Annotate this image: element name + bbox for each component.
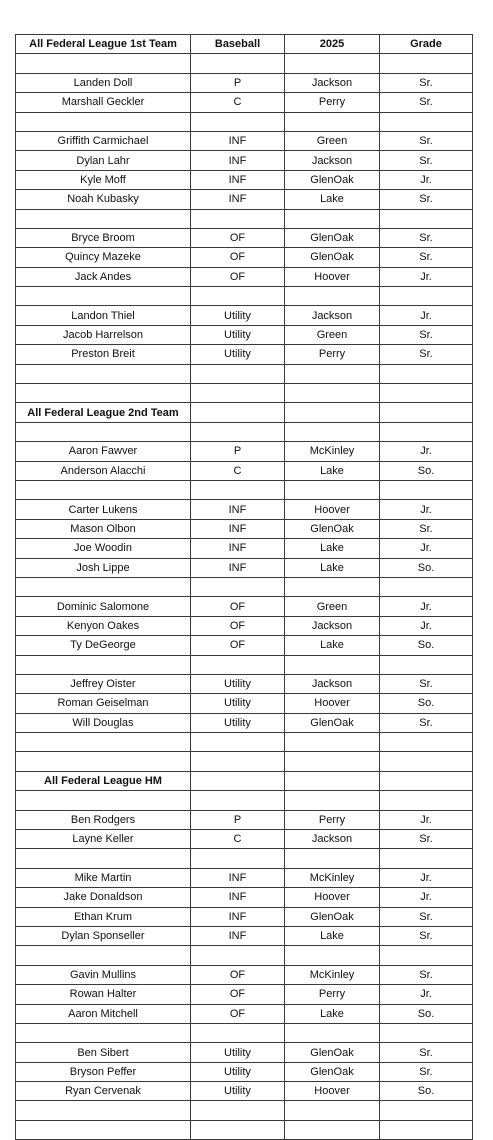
column-header-team: All Federal League 1st Team — [16, 35, 191, 54]
school-cell: McKinley — [285, 965, 380, 984]
grade-cell — [380, 1120, 473, 1139]
table-row — [16, 1043, 473, 1062]
player-name-cell — [16, 384, 191, 403]
position-cell — [191, 1101, 285, 1120]
school-cell: Perry — [285, 810, 380, 829]
player-name-cell: Jacob Harrelson — [16, 325, 191, 344]
school-cell: Green — [285, 597, 380, 616]
player-name-cell: Jake Donaldson — [16, 888, 191, 907]
table-row — [16, 868, 473, 887]
school-cell: Jackson — [285, 151, 380, 170]
player-name-cell: Kyle Moff — [16, 170, 191, 189]
table-row — [16, 500, 473, 519]
table-row — [16, 791, 473, 810]
player-name-cell: Will Douglas — [16, 713, 191, 732]
grade-cell: Sr. — [380, 248, 473, 267]
grade-cell: Jr. — [380, 616, 473, 635]
school-cell: Hoover — [285, 1082, 380, 1101]
grade-cell — [380, 422, 473, 441]
grade-cell: Sr. — [380, 1062, 473, 1081]
school-cell: Jackson — [285, 73, 380, 92]
player-name-cell — [16, 1101, 191, 1120]
school-cell: GlenOak — [285, 248, 380, 267]
table-row — [16, 888, 473, 907]
table-row — [16, 364, 473, 383]
player-name-cell: Aaron Mitchell — [16, 1004, 191, 1023]
position-cell: Utility — [191, 325, 285, 344]
table-row — [16, 461, 473, 480]
grade-cell — [380, 112, 473, 131]
position-cell — [191, 422, 285, 441]
table-row — [16, 636, 473, 655]
player-name-cell: Bryce Broom — [16, 228, 191, 247]
player-name-cell — [16, 577, 191, 596]
table-row — [16, 267, 473, 286]
school-cell: GlenOak — [285, 1062, 380, 1081]
grade-cell: Sr. — [380, 131, 473, 150]
table-row — [16, 810, 473, 829]
school-cell: Hoover — [285, 500, 380, 519]
position-cell: INF — [191, 539, 285, 558]
table-row — [16, 1101, 473, 1120]
position-cell: Utility — [191, 694, 285, 713]
position-cell — [191, 1023, 285, 1042]
grade-cell — [380, 577, 473, 596]
school-cell: McKinley — [285, 442, 380, 461]
position-cell: INF — [191, 888, 285, 907]
position-cell: INF — [191, 519, 285, 538]
table-row — [16, 849, 473, 868]
position-cell: Utility — [191, 713, 285, 732]
table-row — [16, 1023, 473, 1042]
school-cell: Perry — [285, 93, 380, 112]
table-row — [16, 345, 473, 364]
player-name-cell: Marshall Geckler — [16, 93, 191, 112]
table-row — [16, 1004, 473, 1023]
position-cell: C — [191, 93, 285, 112]
player-name-cell: Landen Doll — [16, 73, 191, 92]
position-cell: OF — [191, 267, 285, 286]
table-row — [16, 1062, 473, 1081]
table-row — [16, 519, 473, 538]
section-heading: All Federal League 2nd Team — [16, 403, 191, 422]
grade-cell: Sr. — [380, 190, 473, 209]
school-cell: Jackson — [285, 306, 380, 325]
position-cell: INF — [191, 926, 285, 945]
school-cell: GlenOak — [285, 519, 380, 538]
school-cell — [285, 733, 380, 752]
grade-cell: Sr. — [380, 325, 473, 344]
position-cell — [191, 655, 285, 674]
player-name-cell — [16, 112, 191, 131]
position-cell: INF — [191, 500, 285, 519]
school-cell: GlenOak — [285, 228, 380, 247]
grade-cell: Jr. — [380, 442, 473, 461]
grade-cell: Sr. — [380, 674, 473, 693]
position-cell — [191, 1120, 285, 1139]
position-cell — [191, 384, 285, 403]
school-cell — [285, 403, 380, 422]
grade-cell — [380, 287, 473, 306]
school-cell — [285, 752, 380, 771]
position-cell — [191, 209, 285, 228]
grade-cell: So. — [380, 1004, 473, 1023]
position-cell: INF — [191, 558, 285, 577]
school-cell: GlenOak — [285, 713, 380, 732]
position-cell: OF — [191, 616, 285, 635]
player-name-cell — [16, 655, 191, 674]
table-row — [16, 287, 473, 306]
school-cell: GlenOak — [285, 1043, 380, 1062]
school-cell — [285, 422, 380, 441]
player-name-cell: Mike Martin — [16, 868, 191, 887]
position-cell — [191, 480, 285, 499]
grade-cell — [380, 752, 473, 771]
school-cell: Lake — [285, 1004, 380, 1023]
player-name-cell — [16, 946, 191, 965]
position-cell — [191, 54, 285, 73]
grade-cell: Jr. — [380, 267, 473, 286]
player-name-cell: Layne Keller — [16, 830, 191, 849]
grade-cell: Jr. — [380, 539, 473, 558]
position-cell: C — [191, 830, 285, 849]
grade-cell: Sr. — [380, 926, 473, 945]
table-row — [16, 926, 473, 945]
table-row — [16, 655, 473, 674]
school-cell: Lake — [285, 558, 380, 577]
table-row — [16, 674, 473, 693]
school-cell — [285, 112, 380, 131]
table-row — [16, 422, 473, 441]
school-cell: Lake — [285, 539, 380, 558]
player-name-cell: Ty DeGeorge — [16, 636, 191, 655]
player-name-cell — [16, 422, 191, 441]
table-row — [16, 384, 473, 403]
position-cell — [191, 771, 285, 790]
grade-cell: So. — [380, 461, 473, 480]
position-cell — [191, 752, 285, 771]
player-name-cell: Noah Kubasky — [16, 190, 191, 209]
table-row — [16, 248, 473, 267]
table-row — [16, 616, 473, 635]
grade-cell — [380, 733, 473, 752]
school-cell — [285, 384, 380, 403]
player-name-cell: Aaron Fawver — [16, 442, 191, 461]
school-cell — [285, 1023, 380, 1042]
position-cell: INF — [191, 868, 285, 887]
grade-cell — [380, 1101, 473, 1120]
table-row — [16, 209, 473, 228]
position-cell: P — [191, 73, 285, 92]
position-cell: Utility — [191, 345, 285, 364]
school-cell: Hoover — [285, 694, 380, 713]
position-cell: Utility — [191, 1043, 285, 1062]
player-name-cell: Roman Geiselman — [16, 694, 191, 713]
section-heading-row — [16, 771, 473, 790]
grade-cell: Sr. — [380, 830, 473, 849]
school-cell — [285, 577, 380, 596]
table-row — [16, 228, 473, 247]
position-cell — [191, 733, 285, 752]
position-cell: INF — [191, 170, 285, 189]
school-cell — [285, 480, 380, 499]
player-name-cell: Rowan Halter — [16, 985, 191, 1004]
player-name-cell — [16, 733, 191, 752]
grade-cell: Sr. — [380, 1043, 473, 1062]
school-cell: Lake — [285, 926, 380, 945]
school-cell: Hoover — [285, 267, 380, 286]
player-name-cell: Bryson Peffer — [16, 1062, 191, 1081]
grade-cell: So. — [380, 636, 473, 655]
position-cell: INF — [191, 151, 285, 170]
table-row — [16, 965, 473, 984]
table-row — [16, 151, 473, 170]
position-cell: Utility — [191, 1062, 285, 1081]
position-cell: INF — [191, 907, 285, 926]
school-cell — [285, 1120, 380, 1139]
school-cell — [285, 209, 380, 228]
player-name-cell — [16, 287, 191, 306]
grade-cell — [380, 771, 473, 790]
school-cell: Perry — [285, 985, 380, 1004]
grade-cell — [380, 655, 473, 674]
school-cell — [285, 364, 380, 383]
grade-cell: Jr. — [380, 810, 473, 829]
player-name-cell — [16, 791, 191, 810]
grade-cell: Jr. — [380, 888, 473, 907]
school-cell — [285, 287, 380, 306]
table-row — [16, 112, 473, 131]
grade-cell: So. — [380, 1082, 473, 1101]
table-row — [16, 480, 473, 499]
table-row — [16, 325, 473, 344]
grade-cell: Sr. — [380, 965, 473, 984]
school-cell: Jackson — [285, 616, 380, 635]
position-cell: INF — [191, 131, 285, 150]
position-cell: C — [191, 461, 285, 480]
table-row — [16, 170, 473, 189]
player-name-cell: Anderson Alacchi — [16, 461, 191, 480]
grade-cell: Sr. — [380, 93, 473, 112]
table-row — [16, 54, 473, 73]
all-federal-league-table — [15, 34, 473, 1140]
school-cell: McKinley — [285, 868, 380, 887]
position-cell: OF — [191, 1004, 285, 1023]
column-header-position: Baseball — [191, 35, 285, 54]
grade-cell: Jr. — [380, 985, 473, 1004]
table-row — [16, 733, 473, 752]
player-name-cell: Dylan Sponseller — [16, 926, 191, 945]
position-cell: OF — [191, 965, 285, 984]
table-row — [16, 985, 473, 1004]
grade-cell: Jr. — [380, 306, 473, 325]
player-name-cell: Quincy Mazeke — [16, 248, 191, 267]
table-row — [16, 131, 473, 150]
grade-cell — [380, 384, 473, 403]
table-row — [16, 1082, 473, 1101]
grade-cell: Sr. — [380, 345, 473, 364]
school-cell: GlenOak — [285, 907, 380, 926]
player-name-cell: Griffith Carmichael — [16, 131, 191, 150]
position-cell: OF — [191, 985, 285, 1004]
grade-cell — [380, 1023, 473, 1042]
player-name-cell: Preston Breit — [16, 345, 191, 364]
position-cell — [191, 577, 285, 596]
player-name-cell: Josh Lippe — [16, 558, 191, 577]
grade-cell: Sr. — [380, 519, 473, 538]
table-row — [16, 539, 473, 558]
school-cell: GlenOak — [285, 170, 380, 189]
table-row — [16, 442, 473, 461]
grade-cell: Jr. — [380, 868, 473, 887]
position-cell — [191, 403, 285, 422]
school-cell: Jackson — [285, 830, 380, 849]
school-cell: Lake — [285, 461, 380, 480]
grade-cell — [380, 791, 473, 810]
school-cell: Green — [285, 131, 380, 150]
player-name-cell: Ryan Cervenak — [16, 1082, 191, 1101]
player-name-cell: Dominic Salomone — [16, 597, 191, 616]
grade-cell — [380, 209, 473, 228]
school-cell — [285, 946, 380, 965]
player-name-cell — [16, 480, 191, 499]
player-name-cell: Dylan Lahr — [16, 151, 191, 170]
table-row — [16, 713, 473, 732]
player-name-cell: Jack Andes — [16, 267, 191, 286]
table-body — [16, 35, 473, 1140]
grade-cell: Sr. — [380, 907, 473, 926]
position-cell: P — [191, 442, 285, 461]
grade-cell: Sr. — [380, 151, 473, 170]
player-name-cell: Landon Thiel — [16, 306, 191, 325]
grade-cell — [380, 54, 473, 73]
school-cell: Lake — [285, 190, 380, 209]
table-row — [16, 597, 473, 616]
table-row — [16, 694, 473, 713]
position-cell: INF — [191, 190, 285, 209]
grade-cell — [380, 364, 473, 383]
player-name-cell: Ben Sibert — [16, 1043, 191, 1062]
position-cell: OF — [191, 597, 285, 616]
grade-cell: Sr. — [380, 713, 473, 732]
player-name-cell: Jeffrey Oister — [16, 674, 191, 693]
grade-cell — [380, 480, 473, 499]
school-cell: Green — [285, 325, 380, 344]
table-row — [16, 558, 473, 577]
table-row — [16, 1120, 473, 1139]
position-cell: OF — [191, 248, 285, 267]
grade-cell: So. — [380, 694, 473, 713]
player-name-cell — [16, 54, 191, 73]
grade-cell — [380, 403, 473, 422]
player-name-cell: Ben Rodgers — [16, 810, 191, 829]
player-name-cell — [16, 752, 191, 771]
player-name-cell: Gavin Mullins — [16, 965, 191, 984]
position-cell — [191, 112, 285, 131]
school-cell — [285, 655, 380, 674]
table-row — [16, 190, 473, 209]
section-heading-row — [16, 403, 473, 422]
position-cell: OF — [191, 636, 285, 655]
school-cell — [285, 791, 380, 810]
table-row — [16, 306, 473, 325]
position-cell: Utility — [191, 674, 285, 693]
player-name-cell — [16, 209, 191, 228]
player-name-cell: Kenyon Oakes — [16, 616, 191, 635]
school-cell — [285, 771, 380, 790]
table-row — [16, 577, 473, 596]
school-cell: Jackson — [285, 674, 380, 693]
grade-cell: Jr. — [380, 500, 473, 519]
table-row — [16, 907, 473, 926]
table-row — [16, 752, 473, 771]
player-name-cell — [16, 1023, 191, 1042]
header-row — [16, 35, 473, 54]
player-name-cell — [16, 849, 191, 868]
grade-cell — [380, 849, 473, 868]
grade-cell — [380, 946, 473, 965]
player-name-cell: Mason Olbon — [16, 519, 191, 538]
school-cell: Perry — [285, 345, 380, 364]
player-name-cell — [16, 364, 191, 383]
position-cell: Utility — [191, 306, 285, 325]
school-cell — [285, 1101, 380, 1120]
section-heading: All Federal League HM — [16, 771, 191, 790]
table-row — [16, 93, 473, 112]
grade-cell: Sr. — [380, 228, 473, 247]
grade-cell: So. — [380, 558, 473, 577]
grade-cell: Jr. — [380, 597, 473, 616]
player-name-cell: Joe Woodin — [16, 539, 191, 558]
grade-cell: Sr. — [380, 73, 473, 92]
column-header-school: 2025 — [285, 35, 380, 54]
school-cell — [285, 54, 380, 73]
table-row — [16, 73, 473, 92]
player-name-cell — [16, 1120, 191, 1139]
position-cell: Utility — [191, 1082, 285, 1101]
position-cell: P — [191, 810, 285, 829]
column-header-grade: Grade — [380, 35, 473, 54]
position-cell — [191, 849, 285, 868]
position-cell: OF — [191, 228, 285, 247]
table-row — [16, 830, 473, 849]
table-row — [16, 946, 473, 965]
school-cell: Lake — [285, 636, 380, 655]
position-cell — [191, 364, 285, 383]
player-name-cell: Carter Lukens — [16, 500, 191, 519]
position-cell — [191, 946, 285, 965]
position-cell — [191, 287, 285, 306]
school-cell — [285, 849, 380, 868]
player-name-cell: Ethan Krum — [16, 907, 191, 926]
grade-cell: Jr. — [380, 170, 473, 189]
position-cell — [191, 791, 285, 810]
school-cell: Hoover — [285, 888, 380, 907]
